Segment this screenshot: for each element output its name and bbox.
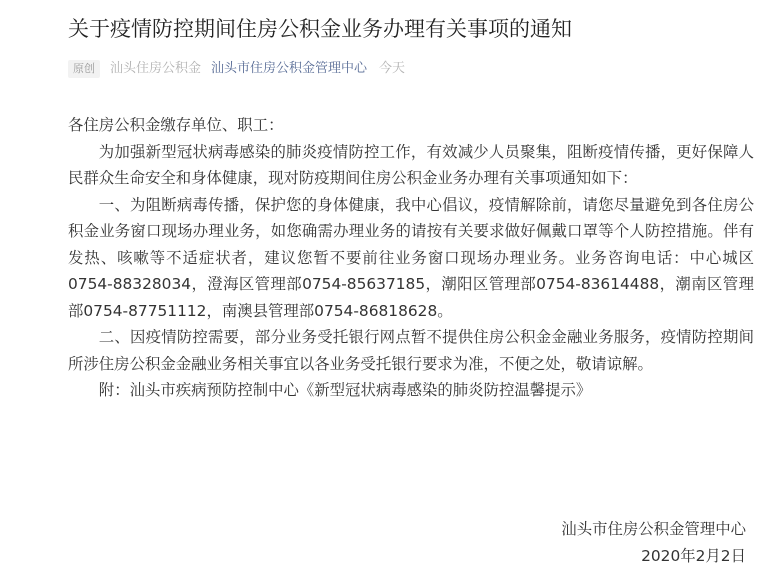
greeting: 各住房公积金缴存单位、职工：	[68, 116, 284, 134]
signature-date: 2020年2月2日	[641, 547, 746, 565]
article-meta	[68, 58, 405, 80]
account-link[interactable]: 汕头市住房公积金管理中心	[211, 61, 368, 76]
article-title: 关于疫情防控期间住房公积金业务办理有关事项的通知	[68, 17, 572, 41]
publish-date: 今天	[379, 61, 406, 76]
paragraph-item-2: 二、因疫情防控需要，部分业务受托银行网点暂不提供住房公积金金融业务服务，疫情防控期间所涉住房公积金金融业务相关事宜以各业务受托银行要求为准，不便之处，敬请谅解。	[68, 328, 754, 373]
signature-org: 汕头市住房公积金管理中心	[561, 520, 746, 538]
paragraph-intro: 为加强新型冠状病毒感染的肺炎疫情防控工作，有效减少人员聚集，阻断疫情传播，更好保障人民群众生命安全和身体健康，现对防疫期间住房公积金业务办理有关事项通知如下：	[68, 142, 754, 187]
article-body	[68, 112, 754, 404]
paragraph-item-1: 一、为阻断病毒传播，保护您的身体健康，我中心倡议，疫情解除前，请您尽量避免到各住房公积金业务窗口现场办理业务，如您确需办理业务的请按有关要求做好佩戴口罩等个人防控措施。伴有发热、咳嗽等不适症状者，建议您暂不要前往业务窗口现场办理业务。业务咨询电话：中心城区0754-88328034，澄海区管理部0754-85637185，潮阳区管理部0754-83614488，潮南区管理部0754-87751112，南澳县管理部0754-86818628。	[68, 195, 754, 320]
paragraph-attachment: 附：汕头市疾病预防控制中心《新型冠状病毒感染的肺炎防控温馨提示》	[98, 381, 592, 399]
original-badge: 原创	[68, 60, 100, 78]
author-name: 汕头住房公积金	[110, 61, 202, 76]
